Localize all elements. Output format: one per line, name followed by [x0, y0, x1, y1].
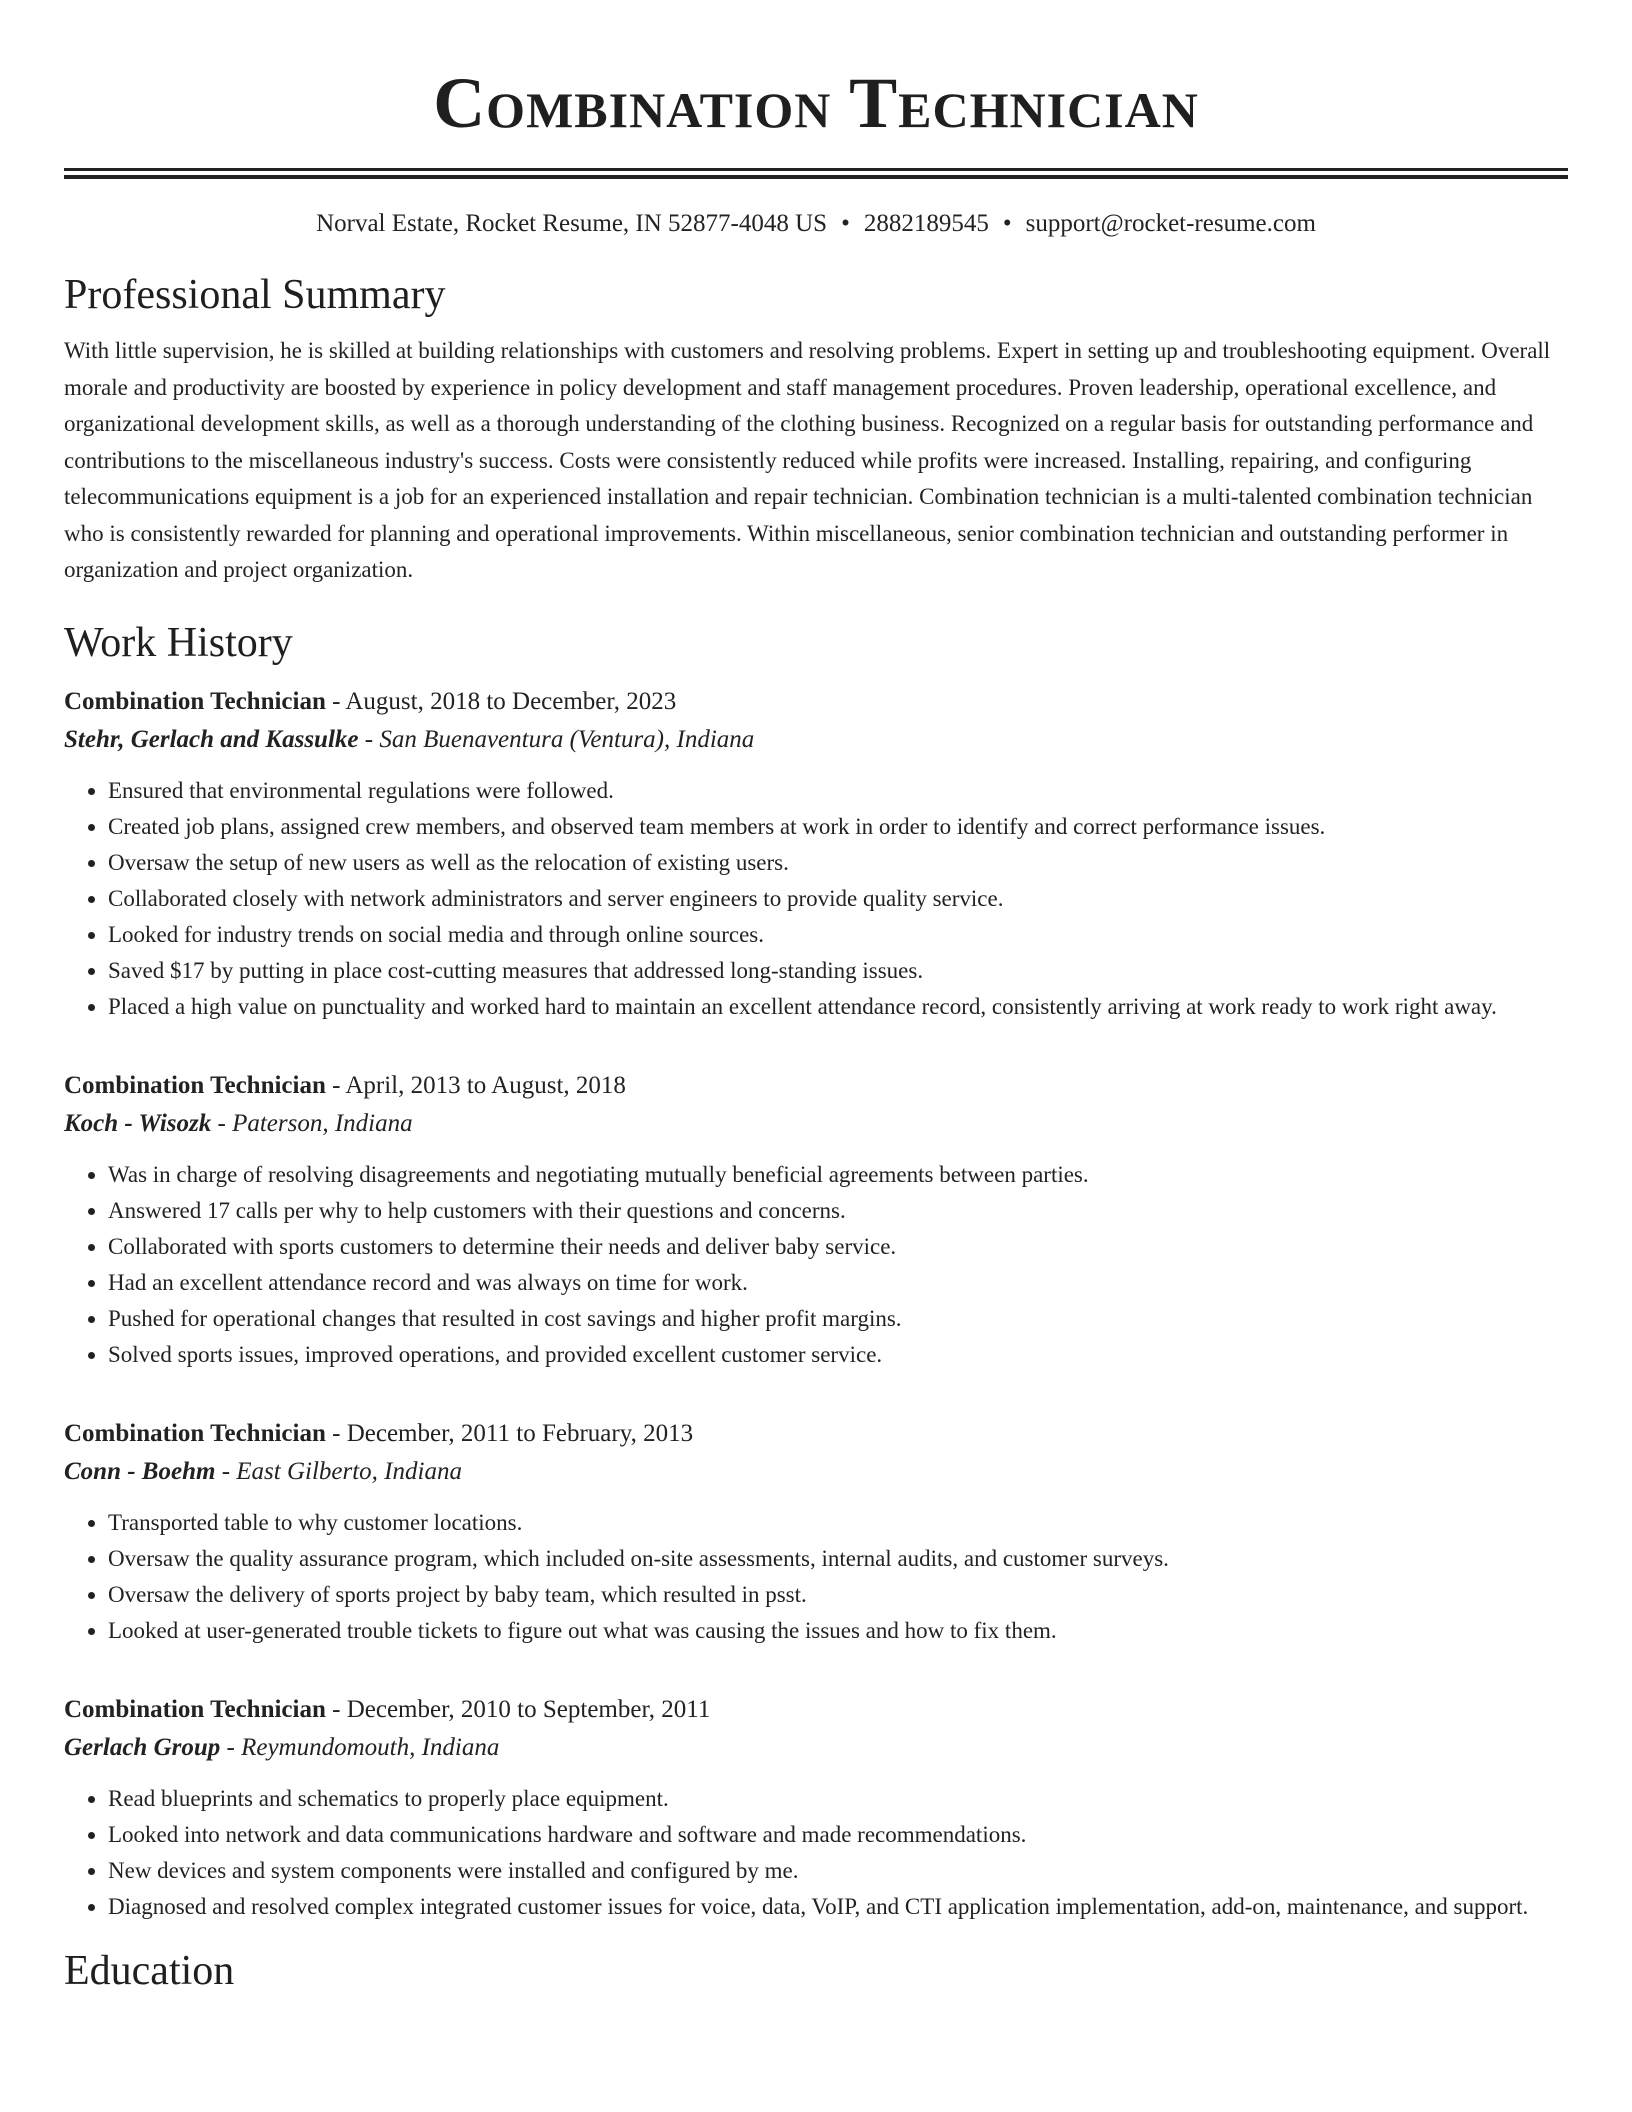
job-bullet: • Collaborated closely with network administrators and server engineers to provide quality service. — [108, 881, 1568, 917]
job-bullet: • New devices and system components were installed and configured by me. — [108, 1853, 1568, 1889]
contact-separator: • — [1002, 210, 1012, 237]
contact-line — [64, 207, 1568, 241]
resume-page — [64, 0, 1568, 1997]
job-bullet: • Looked for industry trends on social media and through online sources. — [108, 917, 1568, 953]
job-bullet: • Had an excellent attendance record and was always on time for work. — [108, 1265, 1568, 1301]
job-company-line — [64, 1453, 1568, 1491]
job-company: Koch - Wisozk — [64, 1109, 212, 1137]
job-bullet: • Pushed for operational changes that resulted in cost savings and higher profit margins. — [108, 1301, 1568, 1337]
job-company-line — [64, 721, 1568, 759]
job-company: Conn - Boehm — [64, 1457, 216, 1485]
job-dates: - December, 2011 to February, 2013 — [325, 1419, 694, 1447]
contact-email: support@rocket-resume.com — [1025, 210, 1316, 237]
job-bullet: • Saved $17 by putting in place cost-cutting measures that addressed long-standing issues. — [108, 953, 1568, 989]
job-title: Combination Technician — [64, 1071, 326, 1099]
job-bullet: • Answered 17 calls per why to help customers with their questions and concerns. — [108, 1193, 1568, 1229]
job-bullet: • Oversaw the setup of new users as well as the relocation of existing users. — [108, 845, 1568, 881]
job-bullet: • Placed a high value on punctuality and worked hard to maintain an excellent attendance record, consistently arriving at work ready to work right away. — [108, 989, 1568, 1025]
job-entry — [64, 1067, 1568, 1373]
job-company: Gerlach Group — [64, 1733, 221, 1761]
job-dates: - April, 2013 to August, 2018 — [325, 1071, 626, 1099]
job-bullet: • Looked at user-generated trouble tickets to figure out what was causing the issues and how to fix them. — [108, 1613, 1568, 1649]
job-bullet: • Created job plans, assigned crew members, and observed team members at work in order to identify and correct performance issues. — [108, 809, 1568, 845]
job-bullet: • Oversaw the delivery of sports project by baby team, which resulted in psst. — [108, 1577, 1568, 1613]
job-bullet: • Collaborated with sports customers to determine their needs and deliver baby service. — [108, 1229, 1568, 1265]
contact-separator: • — [841, 210, 850, 237]
job-company: Stehr, Gerlach and Kassulke — [64, 725, 359, 753]
section-heading-summary: Professional Summary — [64, 272, 446, 318]
job-bullet: • Diagnosed and resolved complex integrated customer issues for voice, data, VoIP, and CTI application implementation, add-on, maintenance, and support. — [108, 1889, 1568, 1925]
section-heading-education: Education — [64, 1947, 235, 1994]
job-bullets — [64, 773, 1568, 1025]
contact-address: Norval Estate, Rocket Resume, IN 52877-4048 US — [316, 210, 828, 237]
job-bullets — [64, 1157, 1568, 1373]
job-location: - Paterson, Indiana — [211, 1109, 413, 1137]
job-title: Combination Technician — [64, 1695, 326, 1723]
job-bullet: • Oversaw the quality assurance program, which included on-site assessments, internal audits, and customer surveys. — [108, 1541, 1568, 1577]
section-heading-work-history: Work History — [64, 619, 293, 666]
job-title: Combination Technician — [64, 687, 326, 715]
job-title: Combination Technician — [64, 1419, 326, 1447]
contact-phone: 2882189545 — [863, 210, 989, 237]
job-location: - East Gilberto, Indiana — [215, 1457, 462, 1485]
job-title-line — [64, 1415, 1568, 1453]
job-entry — [64, 1415, 1568, 1649]
job-dates: - December, 2010 to September, 2011 — [325, 1695, 711, 1723]
job-bullet: • Read blueprints and schematics to properly place equipment. — [108, 1781, 1568, 1817]
job-title-line — [64, 683, 1568, 721]
job-title-line — [64, 1691, 1568, 1729]
job-dates: - August, 2018 to December, 2023 — [325, 687, 677, 715]
job-bullet: • Ensured that environmental regulations were followed. — [108, 773, 1568, 809]
job-bullet: • Transported table to why customer locations. — [108, 1505, 1568, 1541]
header-double-rule — [64, 168, 1568, 179]
resume-name: Combination Technician — [433, 63, 1199, 143]
job-bullet: • Solved sports issues, improved operations, and provided excellent customer service. — [108, 1337, 1568, 1373]
job-bullet: • Was in charge of resolving disagreements and negotiating mutually beneficial agreements between parties. — [108, 1157, 1568, 1193]
job-company-line — [64, 1729, 1568, 1767]
job-location: - Reymundomouth, Indiana — [220, 1733, 500, 1761]
job-company-line — [64, 1105, 1568, 1143]
job-title-line — [64, 1067, 1568, 1105]
summary-text: With little supervision, he is skilled at building relationships with customers and resolving problems. Expert in setting up and troubleshooting equipment. Overall morale and productivity are boosted by experience in policy development and staff management procedures. Proven leadership, operational excellence, and organizational development skills, as well as a thorough understanding of the clothing business. Recognized on a regular basis for outstanding performance and contributions to the miscellaneous industry's success. Costs were consistently reduced while profits were increased. Installing, repairing, and configuring telecommunications equipment is a job for an experienced installation and repair technician. Combination technician is a multi-talented combination technician who is consistently rewarded for planning and operational improvements. Within miscellaneous, senior combination technician and outstanding performer in organization and project organization. — [64, 338, 1551, 582]
job-entry — [64, 683, 1568, 1025]
job-entry — [64, 1691, 1568, 1925]
job-location: - San Buenaventura (Ventura), Indiana — [358, 725, 755, 753]
job-bullets — [64, 1781, 1568, 1925]
job-bullets — [64, 1505, 1568, 1649]
job-bullet: • Looked into network and data communications hardware and software and made recommendations. — [108, 1817, 1568, 1853]
